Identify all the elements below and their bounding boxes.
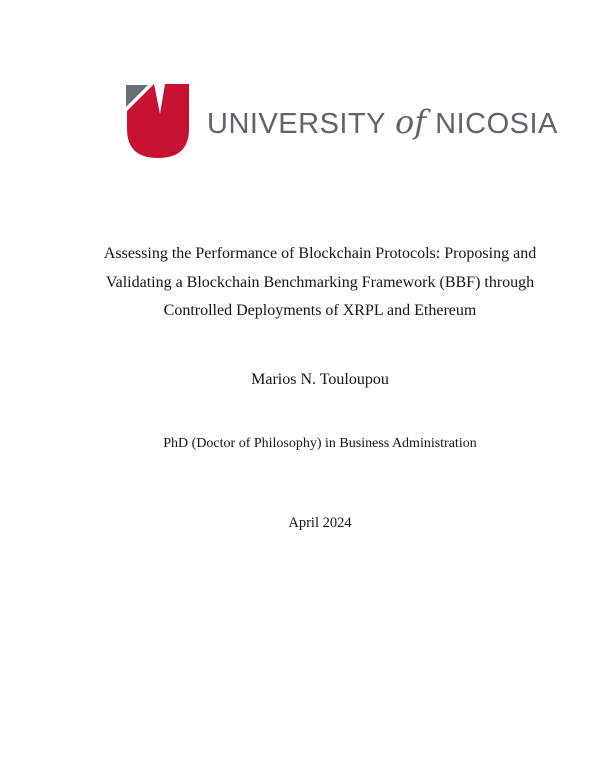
wordmark-nicosia: NICOSIA: [435, 108, 558, 140]
thesis-title: [40, 240, 600, 326]
author-name: Marios N. Touloupou: [251, 371, 389, 388]
unic-logo-icon: [124, 84, 190, 160]
university-wordmark: [207, 103, 558, 141]
title-line-2: Validating a Blockchain Benchmarking Framework (BBF) through: [105, 273, 535, 291]
degree-name: PhD (Doctor of Philosophy) in Business Administration: [163, 436, 477, 451]
title-line-3: Controlled Deployments of XRPL and Ethereum: [163, 302, 477, 319]
title-line-1: Assessing the Performance of Blockchain Protocols: Proposing and: [103, 245, 537, 262]
submission-date: April 2024: [288, 515, 352, 531]
wordmark-university: UNIVERSITY: [207, 108, 387, 140]
university-logo: [124, 84, 558, 160]
wordmark-of: of: [395, 103, 427, 141]
